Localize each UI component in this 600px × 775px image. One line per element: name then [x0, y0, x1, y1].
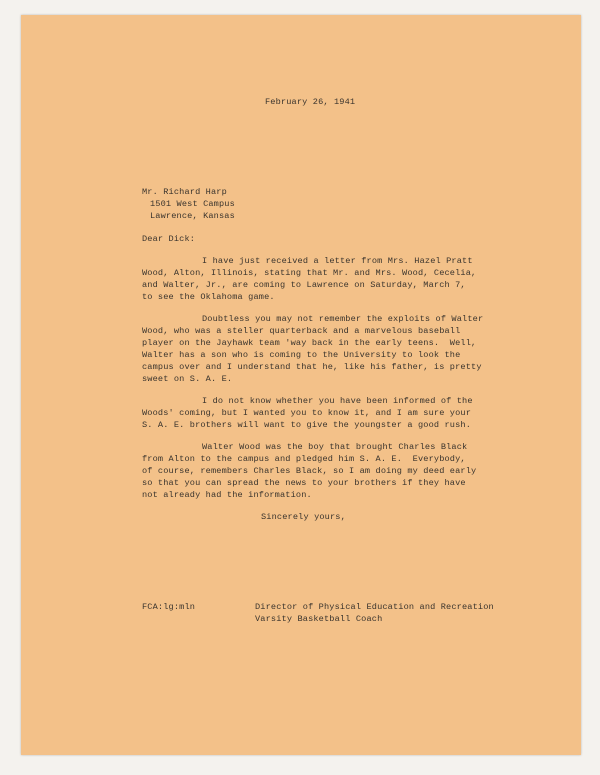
paragraph-3-line: I do not know whether you have been informed of the — [202, 396, 473, 406]
paragraph-4-line: Walter Wood was the boy that brought Charles Black — [202, 442, 468, 452]
paragraph-1-line: I have just received a letter from Mrs. Hazel Pratt — [202, 256, 473, 266]
paragraph-4-line: of course, remembers Charles Black, so I am doing my deed early — [142, 466, 477, 476]
paragraph-2-line: Wood, who was a steller quarterback and a marvelous baseball — [142, 326, 461, 336]
paragraph-2-line: player on the Jayhawk team 'way back in the early teens. Well, — [142, 338, 477, 348]
letter-date: February 26, 1941 — [265, 97, 356, 107]
paragraph-1-line: Wood, Alton, Illinois, stating that Mr. and Mrs. Wood, Cecelia, — [142, 268, 477, 278]
paragraph-3-line: S. A. E. brothers will want to give the youngster a good rush. — [142, 420, 472, 430]
paragraph-1-line: to see the Oklahoma game. — [142, 292, 275, 302]
typist-initials: FCA:lg:mln — [142, 602, 196, 612]
recipient-street: 1501 West Campus — [150, 199, 235, 209]
signature-title: Director of Physical Education and Recreation — [255, 602, 494, 612]
paragraph-1-line: and Walter, Jr., are coming to Lawrence on Saturday, March 7, — [142, 280, 466, 290]
paragraph-3-line: Woods' coming, but I wanted you to know it, and I am sure your — [142, 408, 472, 418]
paragraph-4-line: from Alton to the campus and pledged him S. A. E. Everybody, — [142, 454, 466, 464]
recipient-city: Lawrence, Kansas — [150, 211, 235, 221]
paragraph-4-line: not already had the information. — [142, 490, 312, 500]
paragraph-4-line: so that you can spread the news to your brothers if they have — [142, 478, 466, 488]
recipient-name: Mr. Richard Harp — [142, 187, 227, 197]
paragraph-2-line: Doubtless you may not remember the exploits of Walter — [202, 314, 484, 324]
paragraph-2-line: Walter has a son who is coming to the University to look the — [142, 350, 461, 360]
signature-subtitle: Varsity Basketball Coach — [255, 614, 383, 624]
salutation: Dear Dick: — [142, 234, 196, 244]
paragraph-2-line: sweet on S. A. E. — [142, 374, 233, 384]
paragraph-2-line: campus over and I understand that he, like his father, is pretty — [142, 362, 482, 372]
closing: Sincerely yours, — [261, 512, 346, 522]
letter-page — [21, 15, 581, 755]
